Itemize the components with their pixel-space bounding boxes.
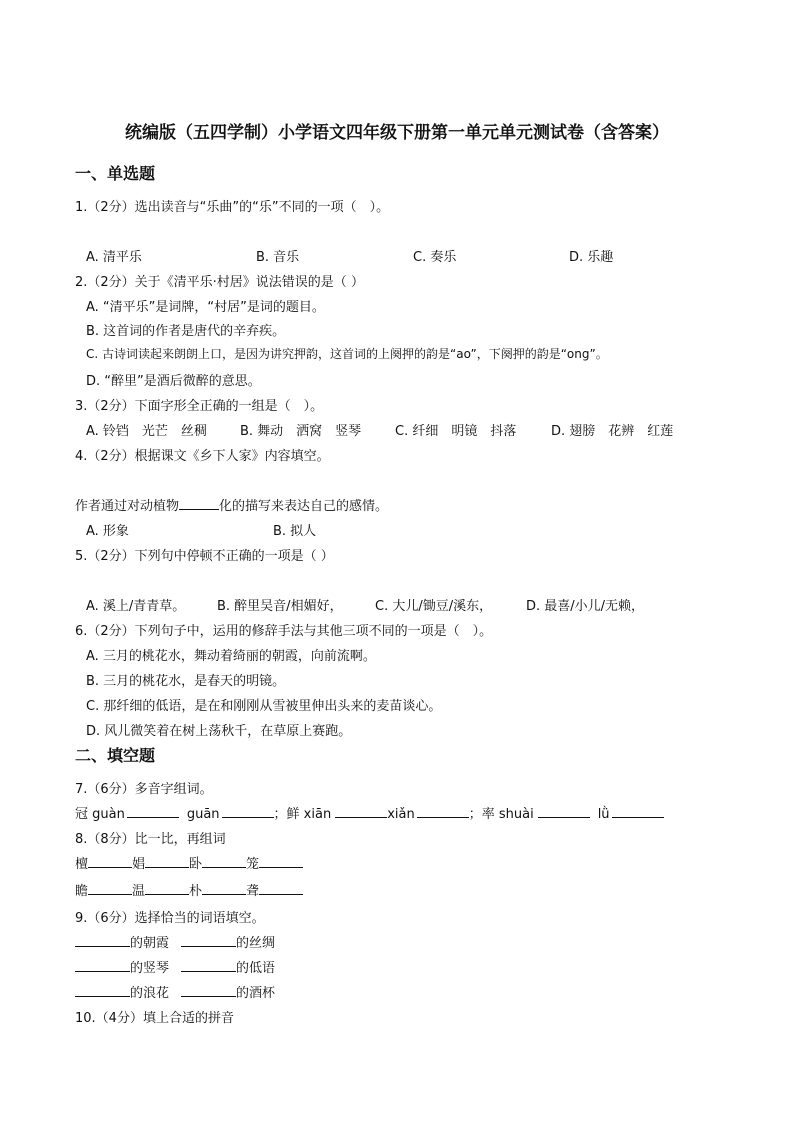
question-7-stem: 7.（6分）多音字组词。 [75, 782, 213, 797]
q5-option-a: A. 溪上/青青草。 [86, 599, 186, 614]
q9-item: 的浪花 [130, 986, 170, 1001]
q5-option-b: B. 醉里吴音/相媚好， [217, 599, 343, 614]
q9-blank[interactable] [75, 959, 130, 972]
q8-blank[interactable] [88, 855, 132, 868]
q8-char: 温 [132, 884, 146, 899]
q1-option-c: C. 奏乐 [413, 250, 457, 265]
question-10-stem: 10.（4分）填上合适的拼音 [75, 1011, 234, 1026]
q7-part-guan1: guān [186, 807, 220, 822]
q8-char: 聋 [246, 884, 260, 899]
q8-blank[interactable] [259, 855, 303, 868]
q1-option-a: A. 清平乐 [86, 250, 142, 265]
q5-option-d: D. 最喜/小儿/无赖， [526, 599, 645, 614]
q4-sentence-start: 作者通过对动植物 [75, 499, 180, 514]
q9-item: 的朝霞 [130, 936, 170, 951]
q9-blank[interactable] [181, 934, 236, 947]
q7-part-xian1: ；鲜 xiān [273, 807, 332, 822]
q9-row-1 [75, 932, 275, 951]
q1-option-d: D. 乐趣 [569, 250, 614, 265]
q7-blank-6[interactable] [612, 805, 664, 818]
q9-blank[interactable] [181, 959, 236, 972]
q9-row-2 [75, 957, 275, 976]
q9-item: 的低语 [236, 961, 276, 976]
q9-item: 的竖琴 [130, 961, 170, 976]
q9-row-3 [75, 982, 275, 1001]
q7-part-guan4: 冠 guàn [75, 807, 125, 822]
question-2-stem: 2.（2分）关于《清平乐·村居》说法错误的是（ ） [75, 275, 364, 290]
q7-blank-5[interactable] [538, 805, 590, 818]
q8-char: 娼 [132, 857, 146, 872]
q7-blank-2[interactable] [222, 805, 274, 818]
page-title: 统编版（五四学制）小学语文四年级下册第一单元单元测试卷（含答案） [125, 123, 669, 143]
q3-option-b: B. 舞动 洒窝 竖琴 [240, 424, 362, 439]
q9-item: 的酒杯 [236, 986, 276, 1001]
q4-option-a: A. 形象 [86, 524, 129, 539]
q4-answer-blank[interactable] [179, 497, 219, 510]
q8-char: 檀 [75, 857, 89, 872]
q8-blank[interactable] [259, 882, 303, 895]
q6-option-b: B. 三月的桃花水，是春天的明镜。 [86, 674, 286, 689]
q7-part-lv: lǜ [597, 807, 610, 822]
q8-char: 朴 [189, 884, 203, 899]
q8-row-1 [75, 853, 303, 872]
q5-option-c: C. 大儿/锄豆/溪东， [375, 599, 493, 614]
question-8-stem: 8.（8分）比一比，再组词 [75, 832, 226, 847]
q7-blank-1[interactable] [127, 805, 179, 818]
q8-char: 卧 [189, 857, 203, 872]
q4-option-b: B. 拟人 [273, 524, 317, 539]
q3-option-c: C. 纤细 明镜 抖落 [395, 424, 517, 439]
section-heading-fill-in: 二、填空题 [75, 746, 156, 765]
q6-option-a: A. 三月的桃花水，舞动着绮丽的朝霞，向前流啊。 [86, 649, 376, 664]
q8-blank[interactable] [145, 855, 189, 868]
q8-blank[interactable] [88, 882, 132, 895]
q9-blank[interactable] [181, 984, 236, 997]
q8-char: 瞻 [75, 884, 89, 899]
q7-blank-3[interactable] [335, 805, 387, 818]
q4-sentence-end: 化的描写来表达自己的感情。 [219, 499, 389, 514]
q7-part-xian3: xiǎn [387, 807, 415, 822]
q4-sentence [75, 495, 388, 514]
q2-option-d: D. “醉里”是酒后微醉的意思。 [86, 374, 261, 389]
question-1-stem: 1.（2分）选出读音与“乐曲”的“乐”不同的一项（ ）。 [75, 200, 390, 215]
q6-option-c: C. 那纤细的低语，是在和刚刚从雪被里伸出头来的麦苗谈心。 [86, 699, 442, 714]
q2-option-a: A. “清平乐”是词牌，“村居”是词的题目。 [86, 300, 325, 315]
q8-row-2 [75, 880, 303, 899]
q8-char: 笼 [246, 857, 260, 872]
q2-option-c: C. 古诗词读起来朗朗上口，是因为讲究押韵，这首词的上阕押的韵是“ao”，下阕押的韵是“ong”。 [86, 347, 608, 361]
q9-blank[interactable] [75, 984, 130, 997]
q3-option-d: D. 翅膀 花辨 红莲 [551, 424, 674, 439]
question-6-stem: 6.（2分）下列句子中，运用的修辞手法与其他三项不同的一项是（ ）。 [75, 624, 493, 639]
question-4-stem: 4.（2分）根据课文《乡下人家》内容填空。 [75, 449, 330, 464]
question-9-stem: 9.（6分）选择恰当的词语填空。 [75, 911, 265, 926]
section-heading-single-choice: 一、单选题 [75, 164, 156, 183]
q7-answer-line [75, 803, 664, 822]
q7-blank-4[interactable] [417, 805, 469, 818]
q8-blank[interactable] [145, 882, 189, 895]
question-5-stem: 5.（2分）下列句中停顿不正确的一项是（ ） [75, 549, 334, 564]
question-3-stem: 3.（2分）下面字形全正确的一组是（ ）。 [75, 399, 324, 414]
q7-part-shuai: ；率 shuài [468, 807, 534, 822]
q3-option-a: A. 铃铛 光芒 丝稠 [86, 424, 207, 439]
q6-option-d: D. 风儿微笑着在树上荡秋千，在草原上赛跑。 [86, 724, 352, 739]
q8-blank[interactable] [202, 882, 246, 895]
q9-item: 的丝绸 [236, 936, 276, 951]
q8-blank[interactable] [202, 855, 246, 868]
q9-blank[interactable] [75, 934, 130, 947]
q2-option-b: B. 这首词的作者是唐代的辛弃疾。 [86, 324, 286, 339]
q1-option-b: B. 音乐 [256, 250, 300, 265]
